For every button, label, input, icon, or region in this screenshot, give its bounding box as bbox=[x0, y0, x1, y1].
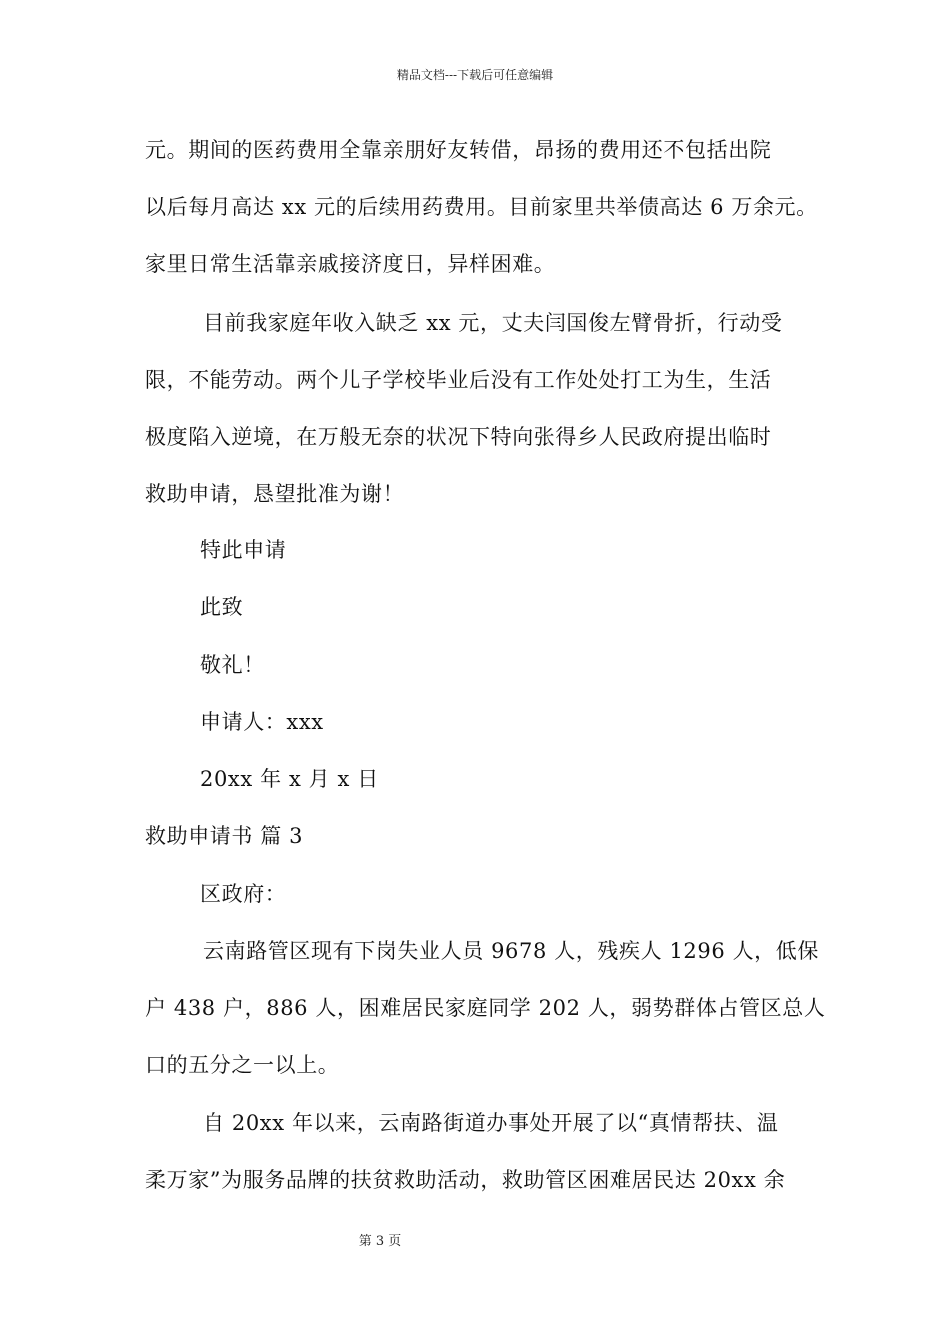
body-line: 目前我家庭年收入缺乏 xx 元，丈夫闫国俊左臂骨折，行动受 bbox=[203, 311, 783, 335]
body-line: 家里日常生活靠亲戚接济度日，异样困难。 bbox=[145, 252, 556, 276]
body-line: 以后每月高达 xx 元的后续用药费用。目前家里共举债高达 6 万余元。 bbox=[145, 195, 818, 219]
body-line: 限，不能劳动。两个儿子学校毕业后没有工作处处打工为生，生活 bbox=[145, 368, 772, 392]
date-line: 20xx 年 x 月 x 日 bbox=[200, 767, 379, 791]
body-line: 户 438 户，886 人，困难居民家庭同学 202 人，弱势群体占管区总人 bbox=[145, 996, 826, 1020]
closing-line: 敬礼！ bbox=[200, 653, 265, 677]
closing-line: 特此申请 bbox=[200, 538, 287, 562]
page-header: 精品文档---下载后可任意编辑 bbox=[396, 68, 554, 82]
body-line: 元。期间的医药费用全靠亲朋好友转借，昂扬的费用还不包括出院 bbox=[145, 138, 772, 162]
body-line: 柔万家”为服务品牌的扶贫救助活动，救助管区困难居民达 20xx 余 bbox=[145, 1168, 786, 1192]
body-line: 自 20xx 年以来，云南路街道办事处开展了以“真情帮扶、温 bbox=[203, 1111, 779, 1135]
applicant-line: 申请人：xxx bbox=[200, 710, 324, 734]
body-line: 极度陷入逆境，在万般无奈的状况下特向张得乡人民政府提出临时 bbox=[145, 425, 772, 449]
section-title: 救助申请书 篇 3 bbox=[145, 824, 304, 848]
body-line: 云南路管区现有下岗失业人员 9678 人，残疾人 1296 人，低保 bbox=[203, 939, 819, 963]
page-number: 第 3 页 bbox=[358, 1234, 402, 1249]
closing-line: 此致 bbox=[200, 595, 244, 619]
body-line: 救助申请，恳望批准为谢！ bbox=[145, 482, 405, 506]
body-line: 口的五分之一以上。 bbox=[145, 1053, 340, 1077]
salutation: 区政府： bbox=[200, 882, 287, 906]
